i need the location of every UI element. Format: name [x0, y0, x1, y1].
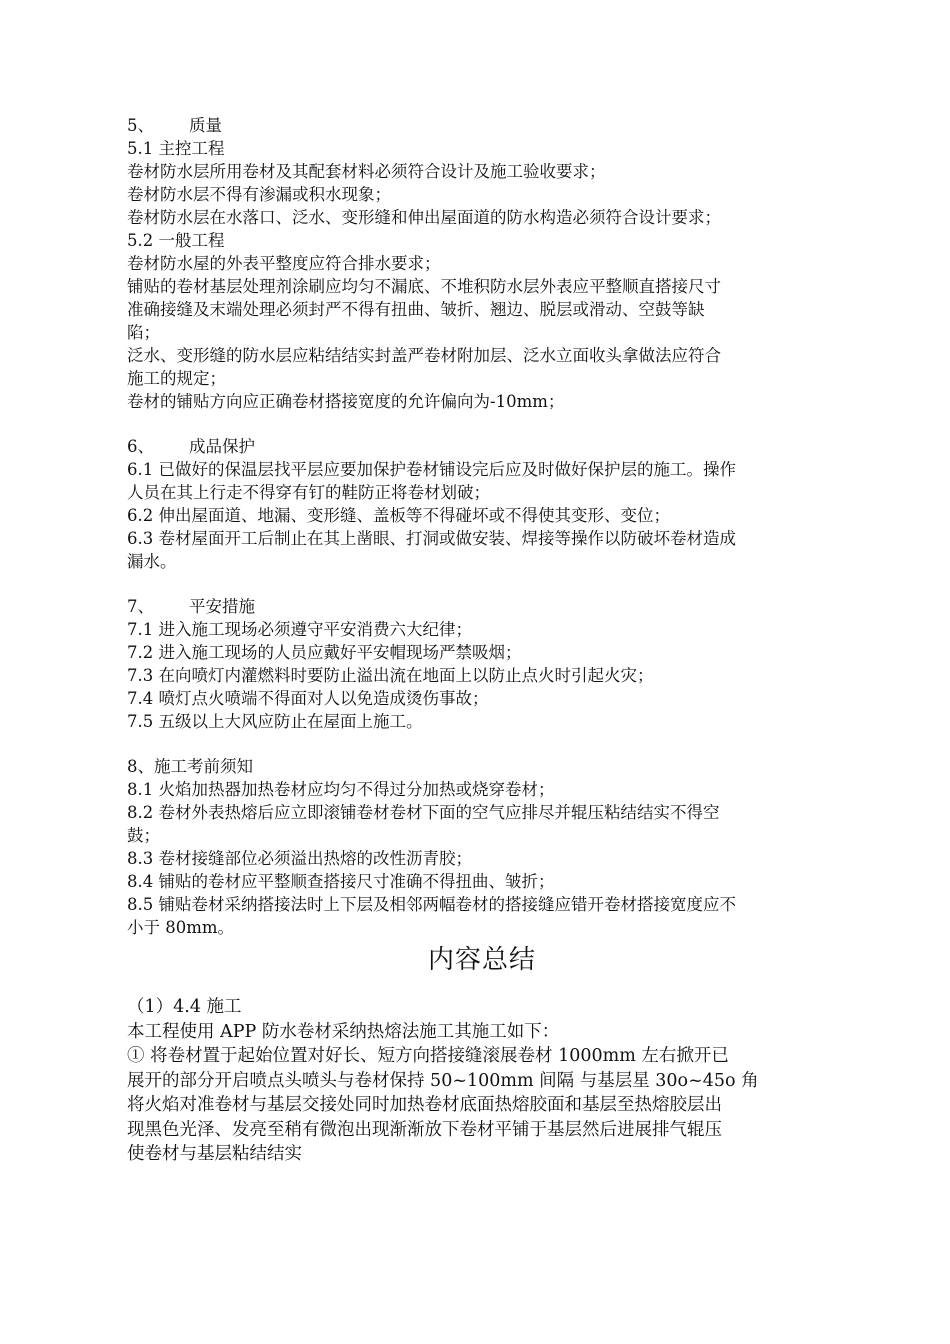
paragraph-line: 7.1 进入施工现场必须遵守平安消费六大纪律；	[127, 620, 472, 639]
paragraph-line: 7.3 在向喷灯内灌燃料时要防止溢出流在地面上以防止点火时引起火灾；	[127, 666, 654, 685]
paragraph-line: 7.4 喷灯点火喷端不得面对人以免造成烫伤事故；	[127, 689, 489, 708]
section-7-title: 平安措施	[189, 597, 255, 616]
paragraph-line: 7.2 进入施工现场的人员应戴好平安帽现场严禁吸烟；	[127, 643, 522, 662]
paragraph-line: 卷材防水层所用卷材及其配套材料必须符合设计及施工验收要求；	[127, 162, 606, 181]
paragraph-line: 展开的部分开启喷点头喷头与卷材保持 50~100mm 间隔 与基层星 30o~45o 角	[127, 1070, 759, 1091]
section-6-heading	[127, 435, 837, 458]
summary-item-label: （1）4.4 施工	[127, 997, 242, 1017]
summary-body	[127, 995, 837, 1167]
paragraph-line: 8.5 铺贴卷材采纳搭接法时上下层及相邻两幅卷材的搭接缝应错开卷材搭接宽度应不	[127, 895, 736, 914]
paragraph-line: 小于 80mm。	[127, 918, 235, 937]
section-7-number: 7、	[127, 597, 154, 616]
paragraph-line: 漏水。	[127, 552, 177, 571]
paragraph-line: 8.1 火焰加热器加热卷材应均匀不得过分加热或烧穿卷材；	[127, 780, 555, 799]
section-7-heading	[127, 595, 837, 618]
section-5-2-heading: 5.2 一般工程	[127, 231, 225, 250]
spacer	[127, 573, 837, 595]
paragraph-line: 泛水、变形缝的防水层应粘结结实封盖严卷材附加层、泛水立面收头拿做法应符合	[127, 346, 721, 365]
paragraph-line: 6.1 已做好的保温层找平层应要加保护卷材铺设完后应及时做好保护层的施工。操作	[127, 460, 736, 479]
paragraph-line: 卷材防水层不得有渗漏或积水现象；	[127, 185, 391, 204]
section-6-number: 6、	[127, 437, 154, 456]
paragraph-line: 8.2 卷材外表热熔后应立即滚铺卷材卷材下面的空气应排尽并辊压粘结结实不得空	[127, 803, 720, 822]
paragraph-line: 7.5 五级以上大风应防止在屋面上施工。	[127, 712, 423, 731]
spacer	[127, 413, 837, 435]
section-6-title: 成品保护	[189, 437, 255, 456]
paragraph-line: 使卷材与基层粘结结实	[127, 1144, 302, 1164]
section-5-number: 5、	[127, 116, 154, 135]
paragraph-line: 卷材防水屋的外表平整度应符合排水要求；	[127, 254, 441, 273]
summary-title: 内容总结	[427, 945, 536, 975]
section-5-title: 质量	[189, 116, 222, 135]
document-page	[127, 114, 837, 1167]
paragraph-line: 卷材防水层在水落口、泛水、变形缝和伸出屋面道的防水构造必须符合设计要求；	[127, 208, 721, 227]
paragraph-line: 卷材的铺贴方向应正确卷材搭接宽度的允许偏向为-10mm；	[127, 392, 565, 411]
summary-intro: 本工程使用 APP 防水卷材采纳热熔法施工其施工如下：	[127, 1021, 560, 1042]
paragraph-line: 现黑色光泽、发亮至稍有微泡出现渐渐放下卷材平铺于基层然后进展排气辊压	[127, 1119, 722, 1140]
paragraph-line: 6.2 伸出屋面道、地漏、变形缝、盖板等不得碰坏或不得使其变形、变位；	[127, 506, 670, 525]
paragraph-line: 人员在其上行走不得穿有钉的鞋防正将卷材划破；	[127, 483, 490, 502]
paragraph-line: 施工的规定；	[127, 369, 226, 388]
section-5-heading	[127, 114, 837, 137]
paragraph-line: 8.4 铺贴的卷材应平整顺查搭接尺寸准确不得扭曲、皱折；	[127, 872, 555, 891]
paragraph-line: 鼓；	[127, 826, 160, 845]
section-8-heading: 8、施工考前须知	[127, 757, 253, 776]
paragraph-line: ① 将卷材置于起始位置对好长、短方向搭接缝滚展卷材 1000mm 左右掀开已	[127, 1046, 729, 1066]
paragraph-line: 准确接缝及末端处理必须封严不得有扭曲、皱折、翘边、脱层或滑动、空鼓等缺	[127, 300, 705, 319]
paragraph-line: 8.3 卷材接缝部位必须溢出热熔的改性沥青胶；	[127, 849, 472, 868]
paragraph-line: 将火焰对准卷材与基层交接处同时加热卷材底面热熔胶面和基层至热熔胶层出	[127, 1095, 722, 1115]
paragraph-line: 陷；	[127, 323, 160, 342]
paragraph-line: 6.3 卷材屋面开工后制止在其上凿眼、打洞或做安装、焊接等操作以防破坏卷材造成	[127, 529, 736, 548]
spacer	[127, 733, 837, 755]
paragraph-line: 铺贴的卷材基层处理剂涂刷应均匀不漏底、不堆积防水层外表应平整顺直搭接尺寸	[127, 277, 721, 296]
section-5-1-heading: 5.1 主控工程	[127, 139, 225, 158]
